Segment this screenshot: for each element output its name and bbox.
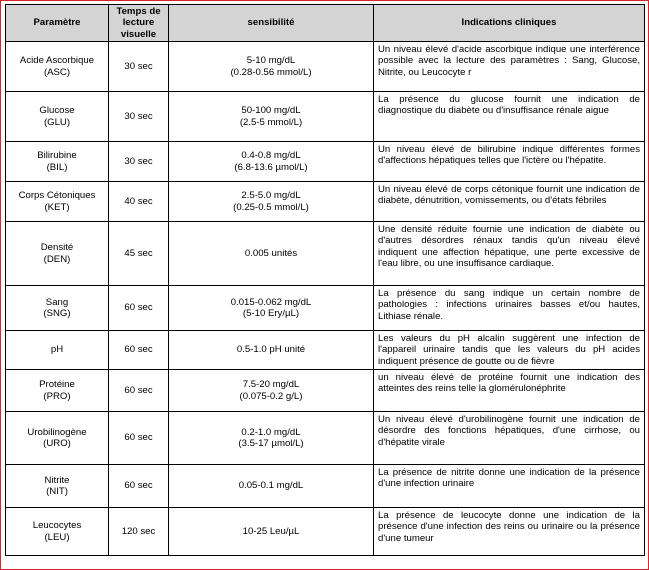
sensitivity-cell — [169, 412, 374, 465]
sensitivity-value: 5-10 mg/dL — [246, 55, 296, 67]
clinical-indication-cell: Les valeurs du pH alcalin suggèrent une infection de l'appareil urinaire tandis que les valeurs du pH acides indiquent présence de goutte ou de fièvre — [374, 331, 645, 370]
sensitivity-cell — [169, 182, 374, 222]
sensitivity-cell — [169, 370, 374, 412]
header-time-line: visuelle — [120, 28, 157, 40]
sensitivity-cell — [169, 465, 374, 508]
reading-time-cell: 60 sec — [109, 412, 169, 465]
sensitivity-si-value: (6.8-13.6 µmol/L) — [234, 161, 308, 173]
parameter-abbr: (KET) — [44, 201, 70, 213]
parameter-name: Densité — [40, 242, 74, 254]
sensitivity-value: 0.015-0.062 mg/dL — [230, 296, 312, 308]
reading-time-cell: 60 sec — [109, 465, 169, 508]
table-row — [6, 182, 645, 222]
table-row — [6, 331, 645, 370]
sensitivity-value: 0.2-1.0 mg/dL — [241, 426, 301, 438]
parameter-cell — [6, 92, 109, 142]
sensitivity-value: 0.5-1.0 pH unité — [236, 344, 306, 356]
clinical-indication-cell: Un niveau élevé d'acide ascorbique indique une interférence possible avec la lecture des paramètres : Sang, Glucose, Nitrite, ou Leucocyte r — [374, 42, 645, 92]
parameter-name: Acide Ascorbique — [19, 55, 95, 67]
table-row — [6, 465, 645, 508]
clinical-indication-cell: Un niveau élevé d'urobilinogène fournit une indication de désordre des fonctions hépatiques, d'une cirrhose, ou d'hépatite virale — [374, 412, 645, 465]
reading-time-cell: 120 sec — [109, 508, 169, 556]
reading-time-cell: 30 sec — [109, 92, 169, 142]
parameter-abbr: (BIL) — [46, 161, 68, 173]
sensitivity-value: 10-25 Leu/µL — [242, 525, 300, 537]
parameter-cell — [6, 286, 109, 331]
table-row — [6, 412, 645, 465]
header-time-line: lecture — [122, 17, 155, 29]
sensitivity-value: 2.5-5.0 mg/dL — [241, 190, 301, 202]
sensitivity-si-value: (3.5-17 µmol/L) — [238, 438, 304, 449]
parameter-cell — [6, 508, 109, 556]
table-row — [6, 92, 645, 142]
parameter-name: Sang — [45, 296, 69, 308]
reading-time-cell: 30 sec — [109, 42, 169, 92]
parameter-abbr: (URO) — [43, 438, 71, 449]
sensitivity-value: 7.5-20 mg/dL — [242, 379, 300, 391]
clinical-indication-cell: La présence du glucose fournit une indication de diagnostique du diabète ou d'insuffisance rénale aigue — [374, 92, 645, 142]
parameter-name: Nitrite — [44, 474, 70, 486]
sensitivity-cell — [169, 222, 374, 286]
parameter-name: Bilirubine — [37, 150, 77, 162]
sensitivity-cell — [169, 508, 374, 556]
parameter-name: Corps Cétoniques — [18, 190, 96, 202]
parameter-cell — [6, 142, 109, 182]
header-time-line: Temps de — [116, 5, 161, 17]
clinical-indication-cell: Un niveau élevé de bilirubine indique différentes formes d'affections hépatiques telles que l'ictère ou l'hépatite. — [374, 142, 645, 182]
table-row — [6, 42, 645, 92]
header-parameter: Paramètre — [6, 5, 109, 42]
parameter-abbr: (PRO) — [43, 390, 71, 402]
parameter-cell — [6, 331, 109, 370]
clinical-indication-cell: Un niveau élevé de corps cétonique fournit une indication de diabète, dénutrition, vomissements, ou d'états fébriles — [374, 182, 645, 222]
parameter-cell — [6, 412, 109, 465]
parameter-abbr: (DEN) — [43, 253, 71, 265]
parameter-cell — [6, 42, 109, 92]
parameter-abbr: (LEU) — [44, 531, 70, 543]
parameter-name: Glucose — [39, 105, 75, 117]
parameter-cell — [6, 465, 109, 508]
reading-time-cell: 60 sec — [109, 370, 169, 412]
parameter-cell — [6, 370, 109, 412]
sensitivity-value: 0.4-0.8 mg/dL — [241, 150, 301, 162]
sensitivity-si-value: (0.28-0.56 mmol/L) — [230, 66, 312, 78]
sensitivity-si-value: (2.5-5 mmol/L) — [239, 116, 303, 128]
sensitivity-si-value: (0.075-0.2 g/L) — [239, 390, 303, 402]
sensitivity-si-value: (0.25-0.5 mmol/L) — [233, 201, 309, 213]
parameter-abbr: (SNG) — [43, 308, 71, 319]
sensitivity-si-value: (5-10 Ery/µL) — [242, 308, 300, 319]
parameter-abbr: (GLU) — [43, 116, 71, 128]
table-row — [6, 286, 645, 331]
clinical-indication-cell: La présence du sang indique un certain nombre de pathologies : infections urinaires basses et/ou hautes, Lithiase rénale. — [374, 286, 645, 331]
clinical-indication-cell: La présence de nitrite donne une indication de la présence d'une infection urinaire — [374, 465, 645, 508]
table-header-row — [6, 5, 645, 42]
header-clinical-indications: Indications cliniques — [374, 5, 645, 42]
reading-time-cell: 30 sec — [109, 142, 169, 182]
parameter-name: pH — [50, 344, 64, 356]
clinical-indication-cell: La présence de leucocyte donne une indication de la présence d'une infection des reins ou urinaire ou la présence d'une tumeur — [374, 508, 645, 556]
sensitivity-value: 0.005 unités — [244, 247, 298, 259]
table-row — [6, 508, 645, 556]
header-reading-time — [109, 5, 169, 42]
header-sensitivity: sensibilité — [169, 5, 374, 42]
parameter-name: Protéine — [39, 379, 75, 391]
parameter-abbr: (ASC) — [43, 66, 71, 78]
parameter-name: Urobilinogène — [27, 426, 87, 438]
parameter-abbr: (NIT) — [46, 486, 68, 497]
reading-time-cell: 60 sec — [109, 331, 169, 370]
sensitivity-cell — [169, 142, 374, 182]
sensitivity-cell — [169, 42, 374, 92]
table-row — [6, 222, 645, 286]
sensitivity-value: 50-100 mg/dL — [241, 105, 301, 117]
sensitivity-value: 0.05-0.1 mg/dL — [238, 480, 304, 492]
reading-time-cell: 60 sec — [109, 286, 169, 331]
table-row — [6, 370, 645, 412]
sensitivity-cell — [169, 92, 374, 142]
reading-time-cell: 40 sec — [109, 182, 169, 222]
parameters-table — [5, 4, 645, 556]
reading-time-cell: 45 sec — [109, 222, 169, 286]
sensitivity-cell — [169, 286, 374, 331]
parameter-name: Leucocytes — [32, 520, 82, 532]
parameter-cell — [6, 222, 109, 286]
parameter-cell — [6, 182, 109, 222]
clinical-indication-cell: un niveau élevé de protéine fournit une indication des atteintes des reins telle la glomérulonéphrite — [374, 370, 645, 412]
clinical-indication-cell: Une densité réduite fournie une indication de diabète ou d'autres désordres rénaux tandis qu'un niveau élevé indiquent une affection hépatique, une perte excessive de l'eau libre, ou une insuffisance cardiaque. — [374, 222, 645, 286]
table-row — [6, 142, 645, 182]
sensitivity-cell — [169, 331, 374, 370]
